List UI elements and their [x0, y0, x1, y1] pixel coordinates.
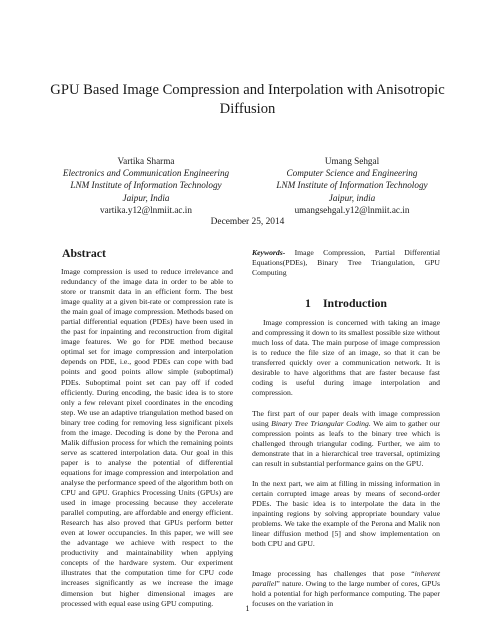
- author-1-institute: LNM Institute of Information Technology: [70, 180, 222, 191]
- author-2-department: Computer Science and Engineering: [286, 168, 418, 179]
- author-1-location: Jaipur, India: [122, 192, 170, 203]
- page-number: 1: [245, 604, 250, 613]
- intro-p4-after: ” nature. Owing to the large number of cores, GPUs hold a potential for high performance computing. The paper focuses on the variation in: [252, 579, 440, 609]
- author-1-department: Electronics and Communication Engineering: [62, 168, 230, 179]
- intro-paragraph-3-text: In the next part, we aim at filling in missing information in certain corrupted image areas by means of second-order PDEs. The basic idea is to interpolate the data in the inpainting regions by solving appropriate boundary value problems. We take the example of the Perona and Malik non linear diffusion method [5] and show implementation on both CPU and GPU.: [252, 479, 440, 549]
- paper-title: GPU Based Image Compression and Interpolation with Anisotropic Diffusion: [50, 82, 445, 117]
- keywords-text: Image Compression, Partial Differential Equations(PDEs), Binary Tree Triangulation, GPU Computing: [252, 248, 440, 278]
- section-title: Introduction: [322, 296, 387, 310]
- intro-p2-after: We aim to gather our compression points as leafs to the binary tree which is challenged through triangular coding. Further, we aim to demonstrate that in a hierarchical tree traversal, optimizing can result in substantial performance gains on the GPU.: [252, 419, 440, 469]
- intro-paragraph-2-text: [252, 409, 440, 469]
- intro-paragraph-3: [252, 479, 440, 549]
- intro-paragraph-1: [252, 318, 440, 398]
- section-number: 1: [305, 296, 311, 310]
- author-2: [262, 155, 442, 216]
- author-1-email: vartika.y12@lnmiit.ac.in: [100, 204, 192, 215]
- intro-p4-italic: inherent parallel: [252, 569, 440, 589]
- intro-paragraph-2: [252, 409, 440, 469]
- abstract-body: [61, 267, 233, 609]
- intro-p4-before: Image processing has challenges that pose “: [252, 569, 415, 578]
- intro-paragraph-1-text: Image compression is concerned with taking an image and compressing it down to its smallest possible size without much loss of data. The main purpose of image compression is to reduce the file size of an image, so that it can be transferred quickly over a communication network. It is desirable to have algorithms that are faster because fast coding is useful during image interpolation and compression.: [252, 318, 440, 398]
- abstract-heading: Abstract: [62, 246, 106, 260]
- intro-p2-before: The first part of our paper deals with image compression using: [252, 409, 440, 429]
- author-2-location: Jaipur, india: [328, 192, 376, 203]
- author-2-institute: LNM Institute of Information Technology: [276, 180, 428, 191]
- abstract-text: Image compression is used to reduce irrelevance and redundancy of the image data in order to be able to store or transmit data in an efficient form. The best image quality at a given bit-rate or compression rate is the main goal of image compression. Methods based on partial differential equation (PDEs) have been used in the past for inpainting and reconstruction from digital image features. We go for PDE method because optimal set for image compression and interpolation depends on PDE, i.e., good PDEs can cope with bad points and good points allow simple (suboptimal) PDEs. Suboptimal point set can pay off if coded efficiently. During encoding, the basic idea is to store only a few relevant pixel coordinates in the encoding step. We use an adaptive triangulation method based on binary tree coding for removing less significant pixels from the image. Decoding is done by the Perona and Malik diffusion process for which the remaining points serve as scattered interpolation data. Our goal in this paper is to analyse the potential of differential equations for image compression and interpolation and analyse the performance speed of the algorithm both on CPU and GPU. Graphics Processing Units (GPUs) are used in image processing because they accelerate parallel computing, are affordable and energy efficient. Research has also proved that GPUs perform better even at lower occupancies. In this paper, we will see the advantage we achieve with respect to the productivity and maintainability when applying concepts of the hardware system. Our experiment illustrates that the computation time for CPU code increases significantly as we increase the image dimension but higher dimensional images are processed with equal ease using GPU computing.: [61, 267, 233, 608]
- intro-p2-italic: Binary Tree Triangular Coding.: [271, 419, 371, 429]
- author-2-name: Umang Sehgal: [324, 156, 380, 166]
- author-2-email: umangsehgal.y12@lnmiit.ac.in: [294, 204, 410, 215]
- paper-date: December 25, 2014: [210, 217, 285, 227]
- introduction-heading: [252, 296, 440, 311]
- keywords-block: [252, 248, 440, 278]
- keywords-label: Keywords-: [252, 248, 286, 257]
- author-1-name: Vartika Sharma: [117, 156, 175, 166]
- author-1: [58, 155, 234, 216]
